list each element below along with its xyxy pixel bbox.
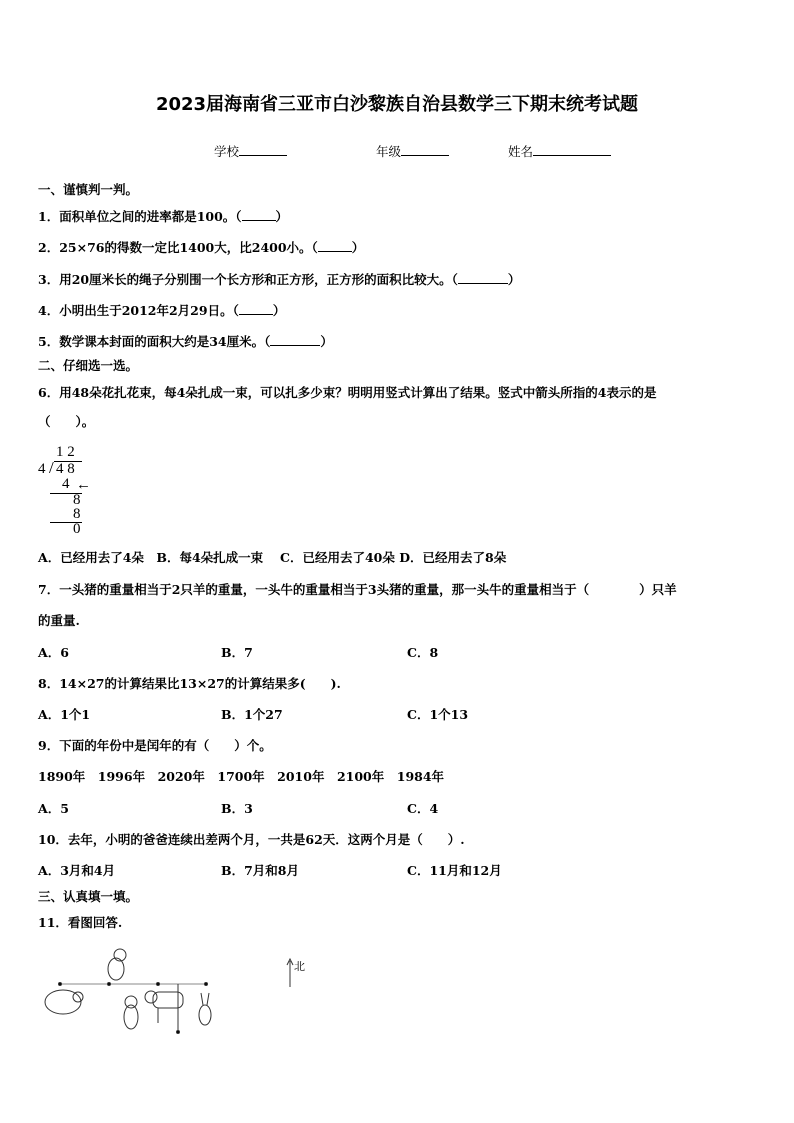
section-heading-3: 三、认真填一填。	[38, 889, 139, 904]
question-7: 7．一头猪的重量相当于2只羊的重量，一头牛的重量相当于3头猪的重量，那一头牛的重量相当于（ ）只羊	[38, 582, 677, 597]
question-3: 3．用20厘米长的绳子分别围一个长方形和正方形，正方形的面积比较大。（ ）	[38, 272, 521, 287]
north-label: 北	[294, 960, 305, 973]
question-7-cont: 的重量.	[38, 613, 80, 628]
question-11: 11．看图回答.	[38, 915, 123, 930]
q7-option-c[interactable]: C．8	[407, 645, 439, 660]
north-arrow-icon	[287, 959, 293, 987]
q8-option-b[interactable]: B．1个27	[221, 707, 283, 722]
page-title: 2023届海南省三亚市白沙黎族自治县数学三下期末统考试题	[155, 94, 639, 115]
q7-option-a[interactable]: A．6	[38, 645, 69, 660]
q9-option-c[interactable]: C．4	[407, 801, 439, 816]
q10-option-a[interactable]: A．3月和4月	[38, 863, 116, 878]
school-field[interactable]	[214, 142, 287, 160]
q7-option-b[interactable]: B．7	[221, 645, 253, 660]
question-6-paren: （ ）。	[38, 414, 95, 429]
q9-option-b[interactable]: B．3	[221, 801, 253, 816]
section-heading-2: 二、仔细选一选。	[38, 358, 139, 373]
arrow-icon: ←	[76, 477, 91, 493]
grade-label: 年级	[376, 144, 402, 159]
mouse-icon	[124, 996, 138, 1029]
question-4: 4．小明出生于2012年2月29日。（ ）	[38, 303, 286, 318]
years-list: 1890年 1996年 2020年 1700年 2010年 2100年 1984年	[38, 769, 445, 784]
q10-option-c[interactable]: C．11月和12月	[407, 863, 502, 878]
name-label: 姓名	[508, 144, 534, 159]
grade-field[interactable]	[376, 142, 449, 160]
question-6-options: A．已经用去了4朵 B．每4朵扎成一束 C．已经用去了40朵 D．已经用去了8朵	[38, 550, 507, 565]
question-10: 10．去年，小明的爸爸连续出差两个月，一共是62天．这两个月是（ ）.	[38, 832, 465, 847]
long-division: 1 2 4 / 4 8 4 ← 8 8 0	[38, 444, 91, 537]
question-9: 9．下面的年份中是闰年的有（ ）个。	[38, 738, 272, 753]
q8-option-a[interactable]: A．1个1	[38, 707, 91, 722]
question-8: 8．14×27的计算结果比13×27的计算结果多( ).	[38, 676, 341, 691]
cow-icon	[145, 991, 183, 1023]
dog-icon	[108, 949, 126, 980]
section-heading-1: 一、谨慎判一判。	[38, 182, 139, 197]
question-5: 5．数学课本封面的面积大约是34厘米。（ ）	[38, 334, 333, 349]
animal-position-figure	[38, 945, 305, 1043]
question-1: 1．面积单位之间的进率都是100。（ ）	[38, 209, 289, 224]
rabbit-icon	[199, 993, 211, 1025]
q10-option-b[interactable]: B．7月和8月	[221, 863, 299, 878]
q8-option-c[interactable]: C．1个13	[407, 707, 469, 722]
school-label: 学校	[214, 144, 240, 159]
name-field[interactable]	[508, 142, 611, 160]
q9-option-a[interactable]: A．5	[38, 801, 69, 816]
pig-icon	[45, 990, 83, 1014]
question-2: 2．25×76的得数一定比1400大，比2400小。（ ）	[38, 240, 365, 255]
question-6: 6．用48朵花扎花束，每4朵扎成一束，可以扎多少束？明明用竖式计算出了结果。竖式中箭头所指的4表示的是	[38, 385, 657, 400]
